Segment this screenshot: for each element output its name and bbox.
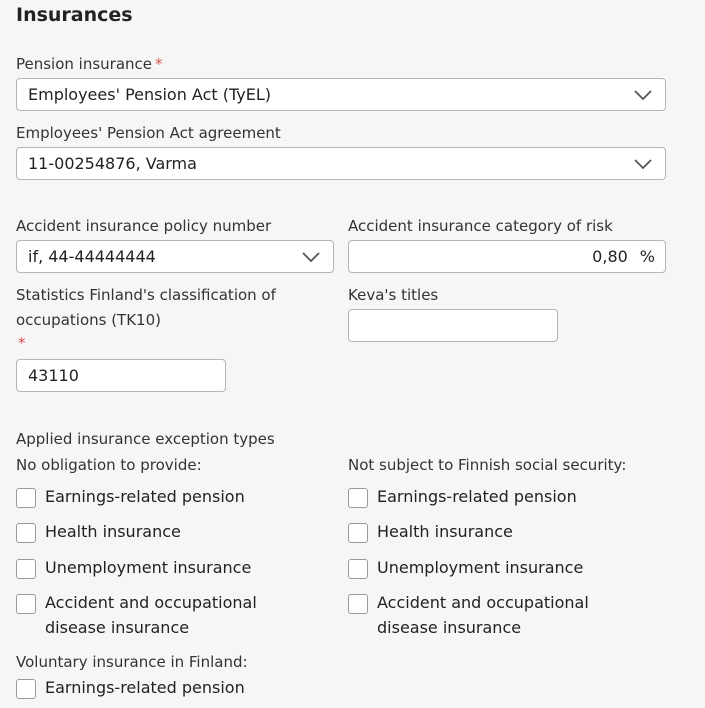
- checkbox[interactable]: [348, 488, 368, 508]
- accident-risk-label: Accident insurance category of risk: [348, 217, 613, 235]
- accident-policy-label: Accident insurance policy number: [16, 217, 272, 235]
- occupation-label-line2: occupations (TK10): [16, 311, 161, 329]
- checkbox[interactable]: [16, 523, 36, 543]
- checkbox[interactable]: [16, 679, 36, 699]
- checkbox[interactable]: [348, 559, 368, 579]
- occupation-label-line1: Statistics Finland's classification of: [16, 286, 276, 304]
- exceptions-heading: Applied insurance exception types: [16, 430, 275, 448]
- accident-policy-select[interactable]: [16, 240, 334, 273]
- section-title: Insurances: [16, 4, 133, 26]
- checkbox-label: Earnings-related pension: [45, 678, 245, 697]
- checkbox[interactable]: [16, 594, 36, 614]
- occupation-input[interactable]: [16, 359, 226, 392]
- pension-agreement-select[interactable]: [16, 147, 666, 180]
- no-obligation-heading: No obligation to provide:: [16, 456, 202, 474]
- chevron-down-icon: [301, 250, 321, 264]
- not-subject-earnings-pension[interactable]: [348, 487, 577, 509]
- checkbox-label: Earnings-related pension: [45, 487, 245, 506]
- pension-insurance-value: Employees' Pension Act (TyEL): [28, 85, 271, 104]
- pension-insurance-label-text: Pension insurance: [16, 55, 153, 73]
- accident-risk-input[interactable]: [348, 240, 666, 273]
- checkbox-label-line1: Accident and occupational: [45, 593, 257, 612]
- no-obligation-accident-insurance[interactable]: [16, 593, 257, 640]
- no-obligation-health-insurance[interactable]: [16, 522, 181, 544]
- checkbox-label: Health insurance: [377, 522, 513, 541]
- chevron-down-icon: [633, 88, 653, 102]
- checkbox[interactable]: [348, 523, 368, 543]
- keva-titles-label: Keva's titles: [348, 286, 439, 304]
- accident-policy-value: if, 44-44444444: [28, 247, 156, 266]
- occupation-value: 43110: [28, 366, 79, 385]
- checkbox-label: Unemployment insurance: [377, 558, 584, 577]
- chevron-down-icon: [633, 157, 653, 171]
- checkbox[interactable]: [16, 488, 36, 508]
- pension-insurance-select[interactable]: [16, 78, 666, 111]
- checkbox-label: Earnings-related pension: [377, 487, 577, 506]
- pension-insurance-label: [16, 55, 163, 73]
- checkbox-label: [45, 590, 257, 640]
- pension-agreement-label: Employees' Pension Act agreement: [16, 124, 281, 142]
- not-subject-unemployment-insurance[interactable]: [348, 558, 583, 580]
- not-subject-heading: Not subject to Finnish social security:: [348, 456, 627, 474]
- checkbox-label: [377, 590, 589, 640]
- required-mark: *: [18, 334, 26, 352]
- checkbox[interactable]: [16, 559, 36, 579]
- not-subject-health-insurance[interactable]: [348, 522, 513, 544]
- checkbox-label: Unemployment insurance: [45, 558, 252, 577]
- keva-titles-input[interactable]: [348, 309, 558, 342]
- checkbox[interactable]: [348, 594, 368, 614]
- voluntary-earnings-pension[interactable]: [16, 678, 245, 700]
- voluntary-heading: Voluntary insurance in Finland:: [16, 653, 248, 671]
- no-obligation-earnings-pension[interactable]: [16, 487, 245, 509]
- pension-agreement-value: 11-00254876, Varma: [28, 154, 197, 173]
- percent-unit: %: [639, 247, 655, 266]
- no-obligation-unemployment-insurance[interactable]: [16, 558, 251, 580]
- checkbox-label: Health insurance: [45, 522, 181, 541]
- checkbox-label-line2: disease insurance: [377, 618, 522, 637]
- checkbox-label-line1: Accident and occupational: [377, 593, 589, 612]
- not-subject-accident-insurance[interactable]: [348, 593, 589, 640]
- accident-risk-value: 0,80: [592, 247, 628, 266]
- checkbox-label-line2: disease insurance: [45, 618, 190, 637]
- required-mark: *: [155, 55, 163, 73]
